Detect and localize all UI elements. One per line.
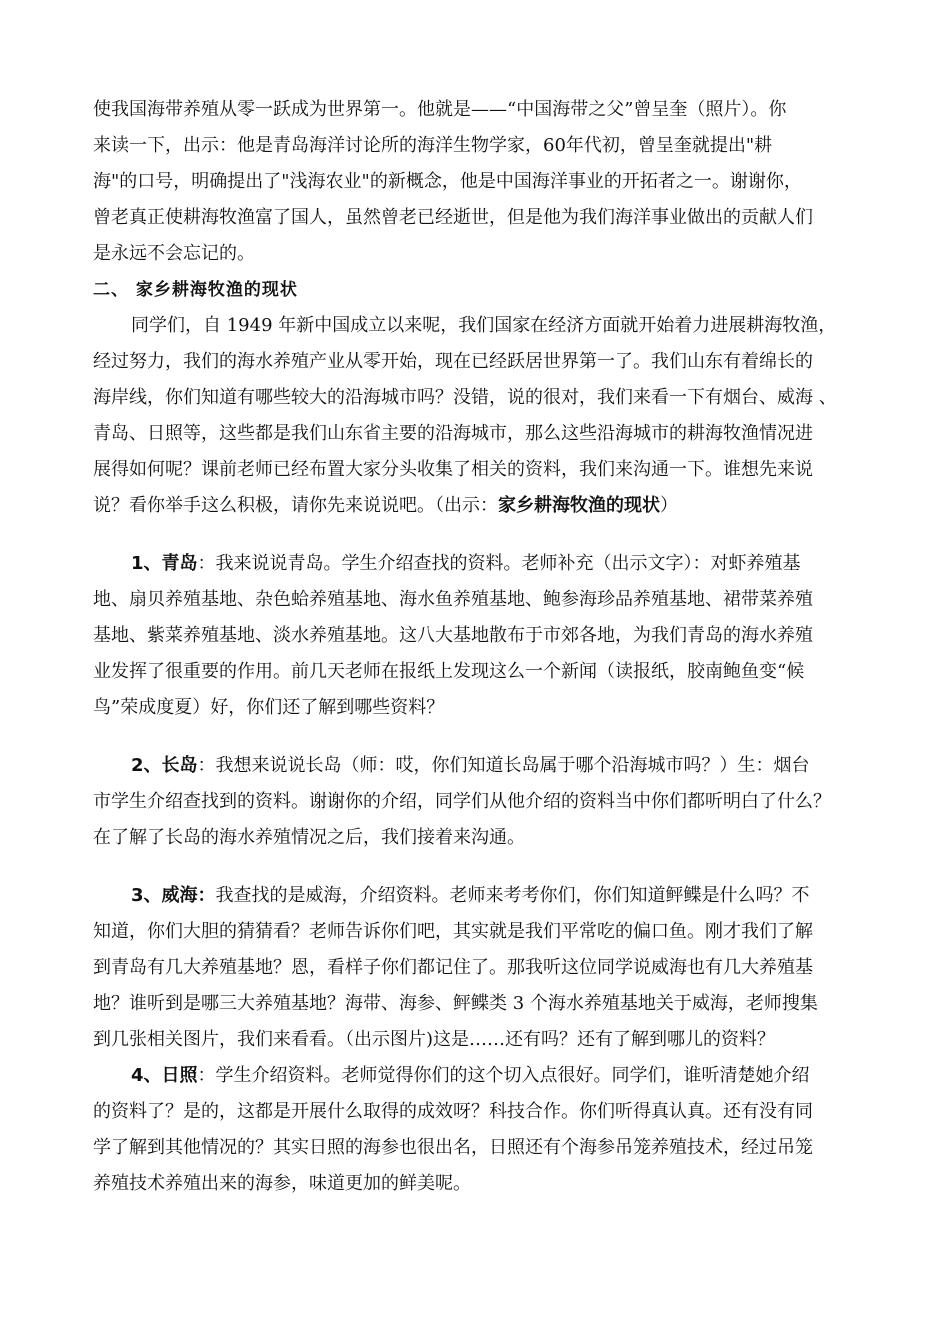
text-line: 到几张相关图片，我们来看看。（出示图片)这是……还有吗？还有了解到哪儿的资料？ [93,1029,776,1050]
text-span: ：我想来说说长岛（师：哎，你们知道长岛属于哪个沿海城市吗？）生：烟台 [197,755,810,776]
bold-title: 家乡耕海牧渔的现状 [498,495,660,516]
text-line: 基地、紫菜养殖基地、淡水养殖基地。这八大基地散布于市郊各地，为我们青岛的海水养殖 [93,625,813,646]
paragraph-gap [93,726,863,748]
text-line [93,1058,863,1094]
section-heading: 二、 家乡耕海牧渔的现状 [93,280,298,300]
text-line [93,488,863,524]
city-label: 1、青岛 [131,553,198,574]
text-span: 我查找的是威海，介绍资料。老师来考考你们，你们知道鲆鲽是什么吗？不 [215,885,810,906]
text-span: ：学生介绍资料。老师觉得你们的这个切入点很好。同学们，谁听清楚她介绍 [197,1065,810,1086]
text-line: 海"的口号，明确提出了"浅海农业"的新概念，他是中国海洋事业的开拓者之一。谢谢你， [93,171,802,192]
text-line: 海岸线，你们知道有哪些较大的沿海城市吗？没错，说的很对，我们来看一下有烟台、威海 、 [93,387,837,408]
city-label: 3、威海： [131,885,216,906]
paragraph-changdao [93,748,863,856]
text-line: 使我国海带养殖从零一跃成为世界第一。他就是——“中国海带之父”曾呈奎（照片）。你 [93,99,787,120]
text-line: 市学生介绍查找到的资料。谢谢你的介绍，同学们从他介绍的资料当中你们都听明白了什么？ [93,791,831,812]
text-line: 知道，你们大胆的猜猜看？老师告诉你们吧，其实就是我们平常吃的偏口鱼。刚才我们了解 [93,921,813,942]
text-span: ：我来说说青岛。学生介绍查找的资料。老师补充（出示文字）：对虾养殖基 [197,553,801,574]
text-line: 地？谁听到是哪三大养殖基地？海带、海参、鲆鲽类 3 个海水养殖基地关于威海，老师搜集 [93,993,818,1014]
text-line: 同学们，自 1949 年新中国成立以来呢，我们国家在经济方面就开始着力进展耕海牧渔， [131,315,837,336]
paragraph-qingdao [93,546,863,726]
text-line: 展得如何呢？课前老师已经布置大家分头收集了相关的资料，我们来沟通一下。谁想先来说 [93,459,813,480]
city-label: 4、日照 [131,1065,198,1086]
paragraph-gap [93,524,863,546]
paragraph-weihai [93,878,863,1058]
city-label: 2、长岛 [131,755,198,776]
text-line: 青岛、日照等，这些都是我们山东省主要的沿海城市，那么这些沿海城市的耕海牧渔情况进 [93,423,813,444]
text-line: 业发挥了很重要的作用。前几天老师在报纸上发现这么一个新闻（读报纸，胶南鲍鱼变“候 [93,661,805,682]
text-line: 的资料了？是的，这都是开展什么取得的成效呀？科技合作。你们听得真认真。还有没有同 [93,1101,813,1122]
text-span: ） [660,495,678,516]
text-line: 到青岛有几大养殖基地？恩，看样子你们都记住了。那我听这位同学说威海也有几大养殖基 [93,957,813,978]
text-line: 是永远不会忘记的。 [93,243,255,264]
text-line: 来读一下，出示：他是青岛海洋讨论所的海洋生物学家，60年代初，曾呈奎就提出"耕 [93,135,773,156]
paragraph-rizhao [93,1058,863,1202]
text-line: 曾老真正使耕海牧渔富了国人，虽然曾老已经逝世，但是他为我们海洋事业做出的贡献人们 [93,207,813,228]
text-line: 经过努力，我们的海水养殖产业从零开始，现在已经跃居世界第一了。我们山东有着绵长的 [93,351,813,372]
text-line [93,546,863,582]
text-span: 说？看你举手这么积极，请你先来说说吧。（出示： [93,495,498,516]
text-line [93,878,863,914]
text-line: 在了解了长岛的海水养殖情况之后，我们接着来沟通。 [93,827,525,848]
paragraph-gap [93,856,863,878]
paragraph-intro [93,92,863,272]
paragraph-status [93,308,863,524]
document-page [93,92,863,1202]
text-line: 学了解到其他情况的？其实日照的海参也很出名，日照还有个海参吊笼养殖技术，经过吊笼 [93,1137,813,1158]
text-line [93,748,863,784]
text-line: 鸟”荣成度夏）好，你们还了解到哪些资料？ [93,697,445,718]
text-line: 养殖技术养殖出来的海参，味道更加的鲜美呢。 [93,1173,471,1194]
text-line: 地、扇贝养殖基地、杂色蛤养殖基地、海水鱼养殖基地、鲍参海珍品养殖基地、裙带菜养殖 [93,589,813,610]
